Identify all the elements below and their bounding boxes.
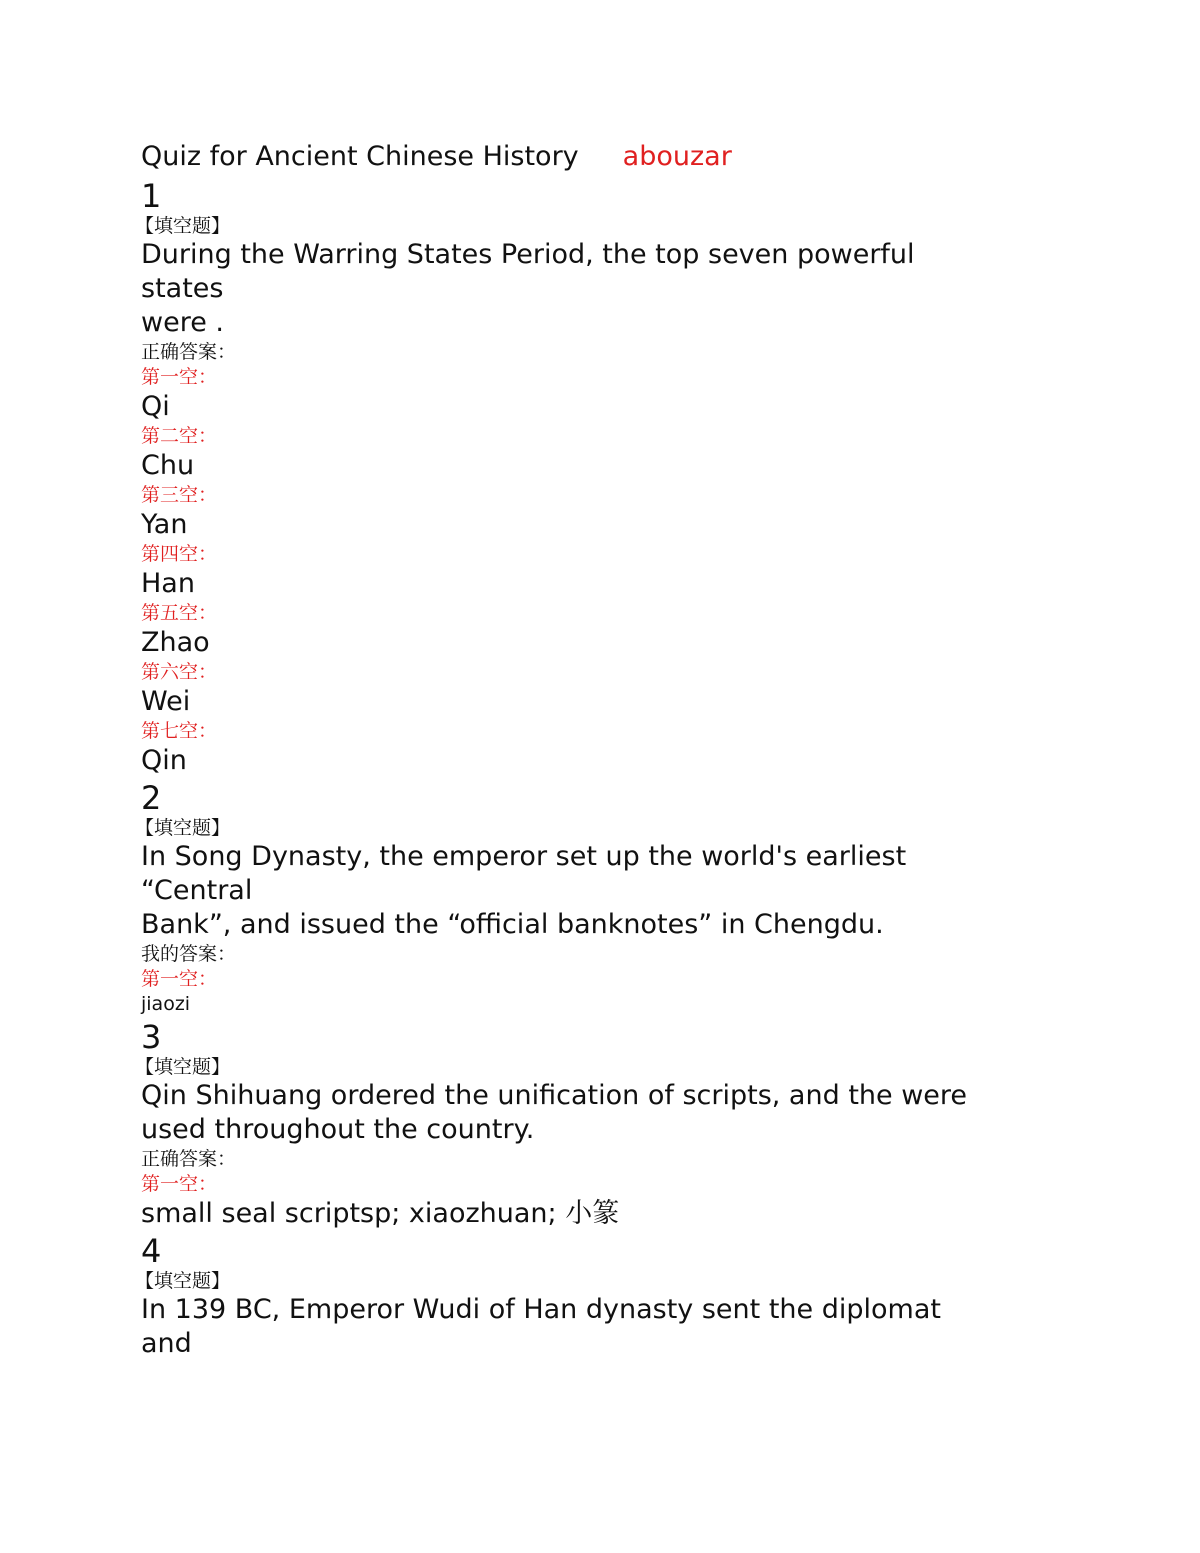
question-text-line: Bank”, and issued the “official banknotes” in Chengdu. [141,909,884,940]
blank-label: 第三空： [141,484,218,506]
question-text-line: were . [141,307,224,338]
question-1 [135,177,1061,778]
question-text-line: “Central [141,875,253,906]
blank-label: 第二空： [141,425,218,447]
blank-answer: Chu [141,450,195,481]
question-text-line: Qin Shihuang ordered the unification of scripts, and the were [141,1080,968,1111]
answer-label: 正确答案： [141,1148,237,1170]
question-2 [135,779,1061,1017]
document-title: Quiz for Ancient Chinese History [141,141,579,172]
question-text [141,238,1061,340]
blank-answer: Zhao [141,627,210,658]
question-text-line: In 139 BC, Emperor Wudi of Han dynasty sent the diplomat [141,1294,941,1325]
question-text-line: During the Warring States Period, the top seven powerful [141,239,915,270]
question-3 [135,1018,1061,1231]
blank-label: 第一空： [141,968,218,990]
blank-answer: small seal scriptsp; xiaozhuan; 小篆 [141,1198,620,1229]
question-text [141,1293,1061,1361]
blank-label: 第六空： [141,661,218,683]
answer-label: 我的答案： [141,943,237,965]
author-name: abouzar [622,141,732,172]
blank-label: 第五空： [141,602,218,624]
blank-answer: Qi [141,391,170,422]
question-number: 4 [141,1232,162,1270]
question-text-line: used throughout the country. [141,1114,535,1145]
question-type: 【填空题】 [135,1270,231,1292]
blank-label: 第一空： [141,366,218,388]
blank-label: 第一空： [141,1173,218,1195]
blank-label: 第七空： [141,720,218,742]
question-text [141,840,1061,942]
blank-answer: Qin [141,745,187,776]
question-type: 【填空题】 [135,1056,231,1078]
question-type: 【填空题】 [135,817,231,839]
question-text-line: states [141,273,224,304]
question-text-line: and [141,1328,192,1359]
blank-answer: jiaozi [141,993,191,1015]
blank-answer: Yan [141,509,188,540]
blank-label: 第四空： [141,543,218,565]
question-number: 2 [141,779,162,817]
document-page [135,138,1061,1361]
blank-answer: Wei [141,686,191,717]
document-header [141,138,1061,176]
question-4 [135,1232,1061,1361]
answer-label: 正确答案： [141,341,237,363]
question-number: 3 [141,1018,162,1056]
question-text [141,1079,1061,1147]
question-text-line: In Song Dynasty, the emperor set up the world's earliest [141,841,907,872]
question-type: 【填空题】 [135,215,231,237]
question-number: 1 [141,177,162,215]
blank-answer: Han [141,568,195,599]
